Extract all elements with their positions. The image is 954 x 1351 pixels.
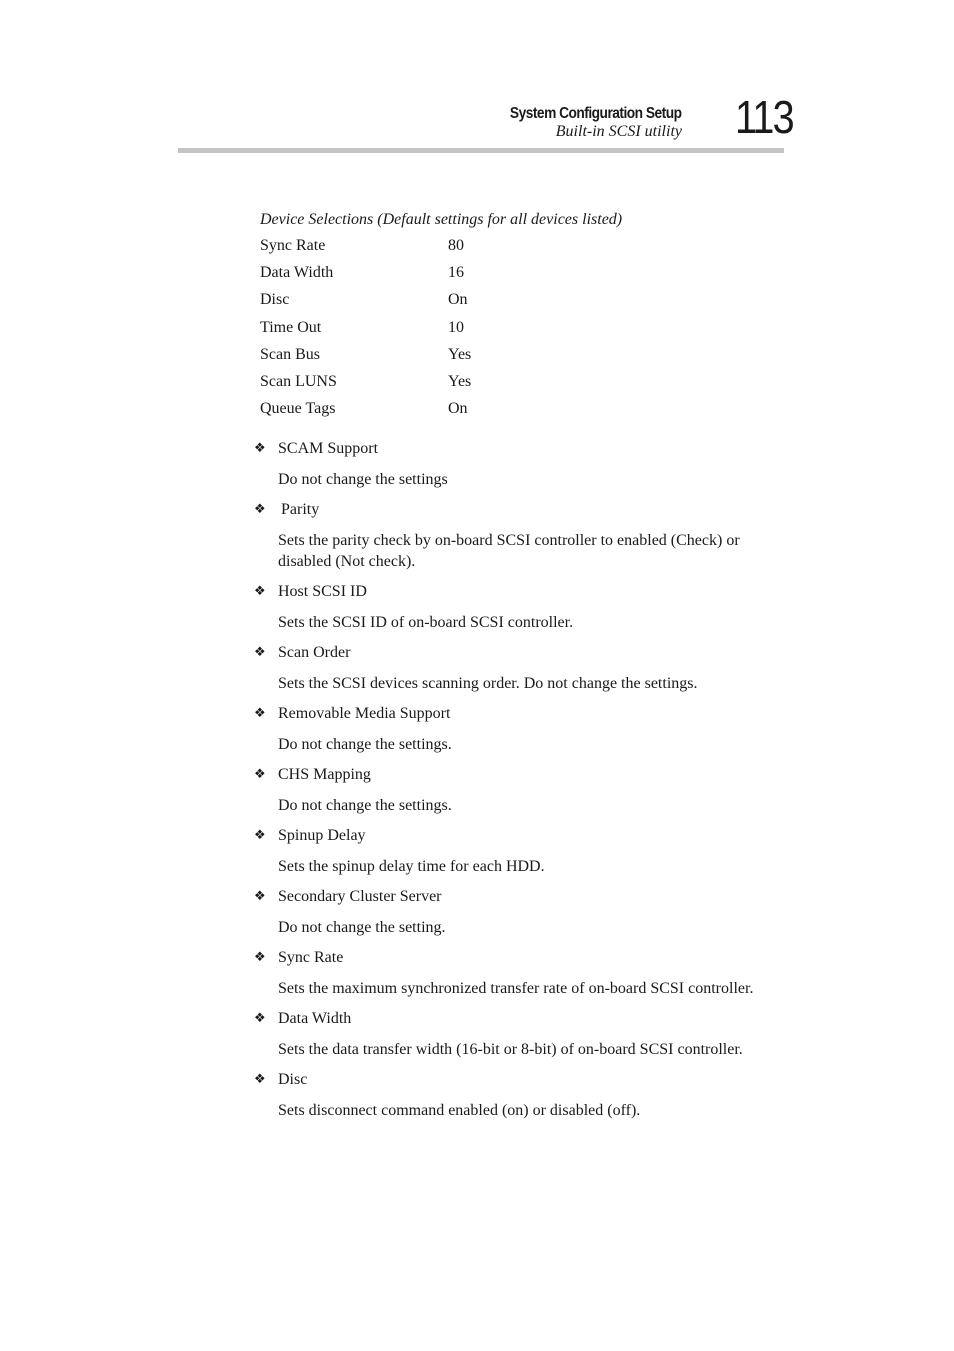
- option-description: Do not change the settings.: [278, 797, 452, 815]
- option-description: Do not change the setting.: [278, 919, 446, 937]
- option-item: [254, 581, 780, 633]
- option-description: Sets the SCSI ID of on-board SCSI controller.: [278, 614, 574, 632]
- setting-name: Scan LUNS: [260, 372, 337, 390]
- page-content: [254, 208, 780, 1130]
- option-description: Do not change the settings.: [278, 736, 452, 754]
- option-description: Sets the data transfer width (16-bit or 8-bit) of on-board SCSI controller.: [278, 1041, 743, 1059]
- settings-row: [260, 314, 780, 341]
- setting-name: Time Out: [260, 318, 322, 336]
- option-item: [254, 947, 780, 999]
- setting-name: Data Width: [260, 264, 334, 282]
- setting-value: On: [448, 291, 468, 309]
- setting-value: On: [448, 400, 468, 418]
- option-title: Spinup Delay: [278, 827, 366, 845]
- option-title: Scan Order: [278, 644, 351, 662]
- option-title: SCAM Support: [278, 440, 379, 458]
- option-item: [254, 825, 780, 877]
- setting-name: Queue Tags: [260, 400, 336, 418]
- option-description: Sets the SCSI devices scanning order. Do not change the settings.: [278, 675, 698, 693]
- option-item: [254, 703, 780, 755]
- page-number: 113: [735, 91, 793, 143]
- option-title: Parity: [281, 501, 320, 519]
- option-title: Sync Rate: [278, 949, 344, 967]
- diamond-bullet-icon: ❖: [254, 828, 266, 844]
- settings-row: [260, 286, 780, 313]
- diamond-bullet-icon: ❖: [254, 889, 266, 905]
- setting-value: 10: [448, 318, 464, 336]
- option-item: [254, 1069, 780, 1121]
- diamond-bullet-icon: ❖: [254, 1072, 266, 1088]
- settings-row: [260, 259, 780, 286]
- option-title: Removable Media Support: [278, 705, 451, 723]
- option-item: [254, 764, 780, 816]
- option-description: Sets disconnect command enabled (on) or disabled (off).: [278, 1102, 641, 1120]
- diamond-bullet-icon: ❖: [254, 502, 266, 518]
- settings-row: [260, 341, 780, 368]
- settings-table: [260, 232, 780, 422]
- option-title: Host SCSI ID: [278, 583, 367, 601]
- setting-name: Sync Rate: [260, 237, 326, 254]
- option-title: Disc: [278, 1071, 308, 1089]
- option-description: Sets the maximum synchronized transfer rate of on-board SCSI controller.: [278, 980, 754, 998]
- header-rule: [178, 148, 784, 153]
- table-caption: Device Selections (Default settings for all devices listed): [260, 211, 623, 228]
- header-title: System Configuration Setup: [510, 105, 682, 122]
- setting-value: 16: [448, 264, 464, 282]
- settings-row: [260, 395, 780, 422]
- option-list: [254, 438, 780, 1121]
- option-item: [254, 438, 780, 490]
- setting-name: Scan Bus: [260, 345, 320, 363]
- option-description: Do not change the settings: [278, 471, 448, 489]
- diamond-bullet-icon: ❖: [254, 584, 266, 600]
- option-item: [254, 886, 780, 938]
- option-title: CHS Mapping: [278, 766, 371, 784]
- setting-value: Yes: [448, 345, 472, 363]
- option-item: [254, 499, 780, 572]
- diamond-bullet-icon: ❖: [254, 1011, 266, 1027]
- settings-row: [260, 232, 780, 259]
- option-title: Data Width: [278, 1010, 352, 1028]
- setting-value: Yes: [448, 372, 472, 390]
- option-description: Sets the spinup delay time for each HDD.: [278, 858, 545, 876]
- diamond-bullet-icon: ❖: [254, 441, 266, 457]
- diamond-bullet-icon: ❖: [254, 645, 266, 661]
- diamond-bullet-icon: ❖: [254, 950, 266, 966]
- option-item: [254, 1008, 780, 1060]
- diamond-bullet-icon: ❖: [254, 767, 266, 783]
- option-title: Secondary Cluster Server: [278, 888, 442, 906]
- option-item: [254, 642, 780, 694]
- diamond-bullet-icon: ❖: [254, 706, 266, 722]
- setting-value: 80: [448, 237, 464, 254]
- setting-name: Disc: [260, 291, 290, 309]
- option-description: Sets the parity check by on-board SCSI controller to enabled (Check) or disabled (Not check).: [278, 532, 740, 571]
- settings-row: [260, 368, 780, 395]
- header-subtitle: Built-in SCSI utility: [555, 123, 682, 140]
